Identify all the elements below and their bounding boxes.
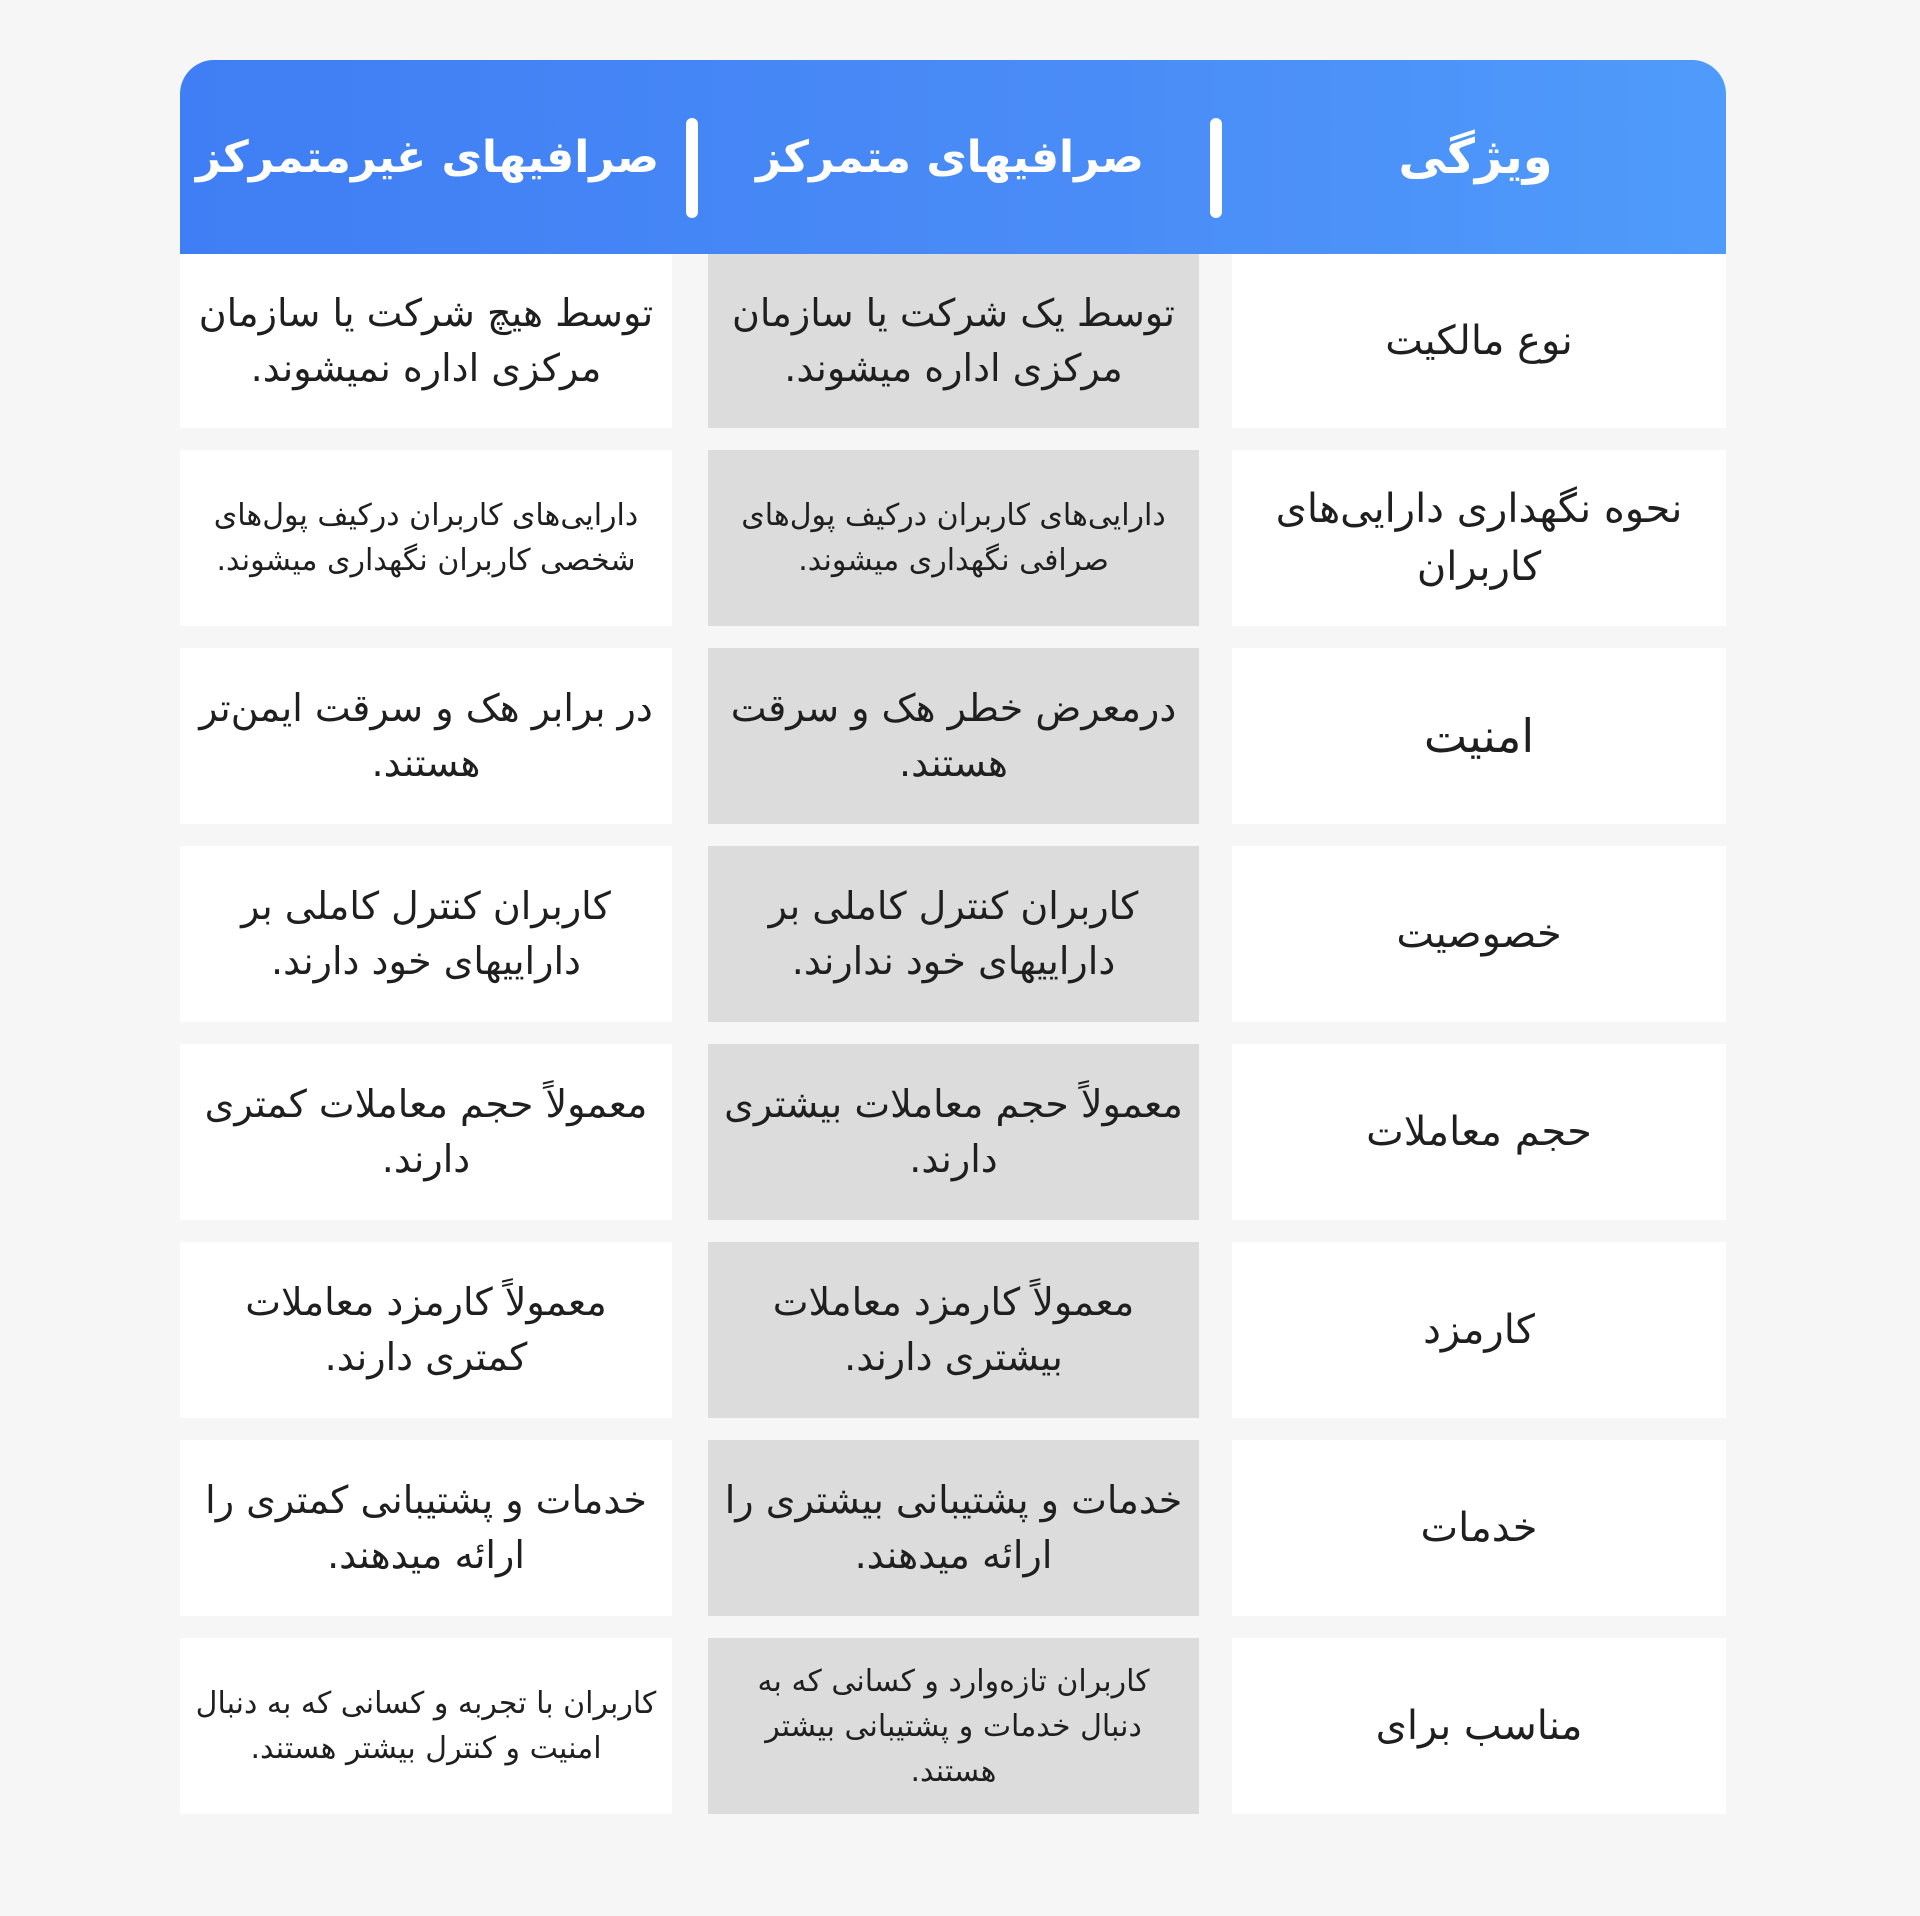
feature-text: نحوه نگهداری دارایی‌های کاربران <box>1275 486 1683 590</box>
decentralized-cell <box>180 846 672 1022</box>
centralized-cell <box>708 1638 1199 1814</box>
feature-cell <box>1232 450 1726 626</box>
table-row <box>180 254 1726 428</box>
decentralized-text: معمولاً کارمزد معاملات کمتری دارند. <box>245 1279 607 1379</box>
decentralized-text: دارایی‌های کاربران درکیف پول‌های شخصی کاربران نگهداری میشوند. <box>213 498 639 578</box>
centralized-cell <box>708 1044 1199 1220</box>
table-row <box>180 1044 1726 1220</box>
table-body <box>180 254 1726 1814</box>
table-row <box>180 1638 1726 1814</box>
centralized-text: معمولاً کارمزد معاملات بیشتری دارند. <box>772 1279 1135 1379</box>
centralized-cell <box>708 254 1199 428</box>
feature-cell <box>1232 1440 1726 1616</box>
centralized-text: کاربران تازه‌وارد و کسانی که به دنبال خدمات و پشتیبانی بیشتر هستند. <box>757 1663 1150 1789</box>
decentralized-text: معمولاً حجم معاملات کمتری دارند. <box>204 1081 648 1181</box>
centralized-cell <box>708 450 1199 626</box>
table-row <box>180 846 1726 1022</box>
decentralized-text: در برابر هک و سرقت ایمن‌تر هستند. <box>199 685 653 785</box>
feature-cell <box>1232 1044 1726 1220</box>
decentralized-cell <box>180 1044 672 1220</box>
header-centralized: صرافیهای متمرکز <box>756 131 1144 183</box>
table-header <box>180 60 1726 254</box>
header-divider <box>1210 118 1222 218</box>
decentralized-text: کاربران کنترل کاملی بر داراییهای خود دارند. <box>241 883 611 983</box>
table-row <box>180 450 1726 626</box>
table-row <box>180 1242 1726 1418</box>
centralized-cell <box>708 1440 1199 1616</box>
decentralized-text: توسط هیچ شرکت یا سازمان مرکزی اداره نمیشوند. <box>198 290 654 390</box>
header-feature: ویژگی <box>1398 129 1553 185</box>
centralized-cell <box>708 1242 1199 1418</box>
feature-text: امنیت <box>1423 708 1535 763</box>
feature-cell <box>1232 254 1726 428</box>
decentralized-cell <box>180 1440 672 1616</box>
comparison-table <box>180 60 1726 1836</box>
feature-text: حجم معاملات <box>1366 1109 1592 1155</box>
decentralized-cell <box>180 1638 672 1814</box>
centralized-cell <box>708 648 1199 824</box>
centralized-text: توسط یک شرکت یا سازمان مرکزی اداره میشوند. <box>732 290 1175 390</box>
decentralized-cell <box>180 648 672 824</box>
decentralized-cell <box>180 254 672 428</box>
feature-text: خصوصیت <box>1396 911 1562 957</box>
decentralized-text: کاربران با تجربه و کسانی که به دنبال امنیت و کنترل بیشتر هستند. <box>195 1686 657 1766</box>
feature-text: نوع مالکیت <box>1385 318 1573 364</box>
feature-text: خدمات <box>1420 1505 1538 1551</box>
feature-cell <box>1232 846 1726 1022</box>
centralized-text: کاربران کنترل کاملی بر داراییهای خود ندارند. <box>768 883 1139 983</box>
decentralized-cell <box>180 1242 672 1418</box>
header-divider <box>686 118 698 218</box>
feature-cell <box>1232 648 1726 824</box>
feature-text: مناسب برای <box>1375 1703 1583 1749</box>
decentralized-cell <box>180 450 672 626</box>
centralized-cell <box>708 846 1199 1022</box>
table-row <box>180 648 1726 824</box>
centralized-text: درمعرض خطر هک و سرقت هستند. <box>730 685 1177 785</box>
centralized-text: معمولاً حجم معاملات بیشتری دارند. <box>724 1081 1183 1181</box>
centralized-text: خدمات و پشتیبانی بیشتری را ارائه میدهند. <box>724 1477 1183 1577</box>
centralized-text: دارایی‌های کاربران درکیف پول‌های صرافی نگهداری میشوند. <box>741 498 1166 578</box>
decentralized-text: خدمات و پشتیبانی کمتری را ارائه میدهند. <box>205 1477 647 1577</box>
feature-cell <box>1232 1638 1726 1814</box>
header-decentralized: صرافیهای غیرمتمرکز <box>195 131 660 183</box>
feature-text: کارمزد <box>1423 1307 1535 1353</box>
feature-cell <box>1232 1242 1726 1418</box>
table-row <box>180 1440 1726 1616</box>
